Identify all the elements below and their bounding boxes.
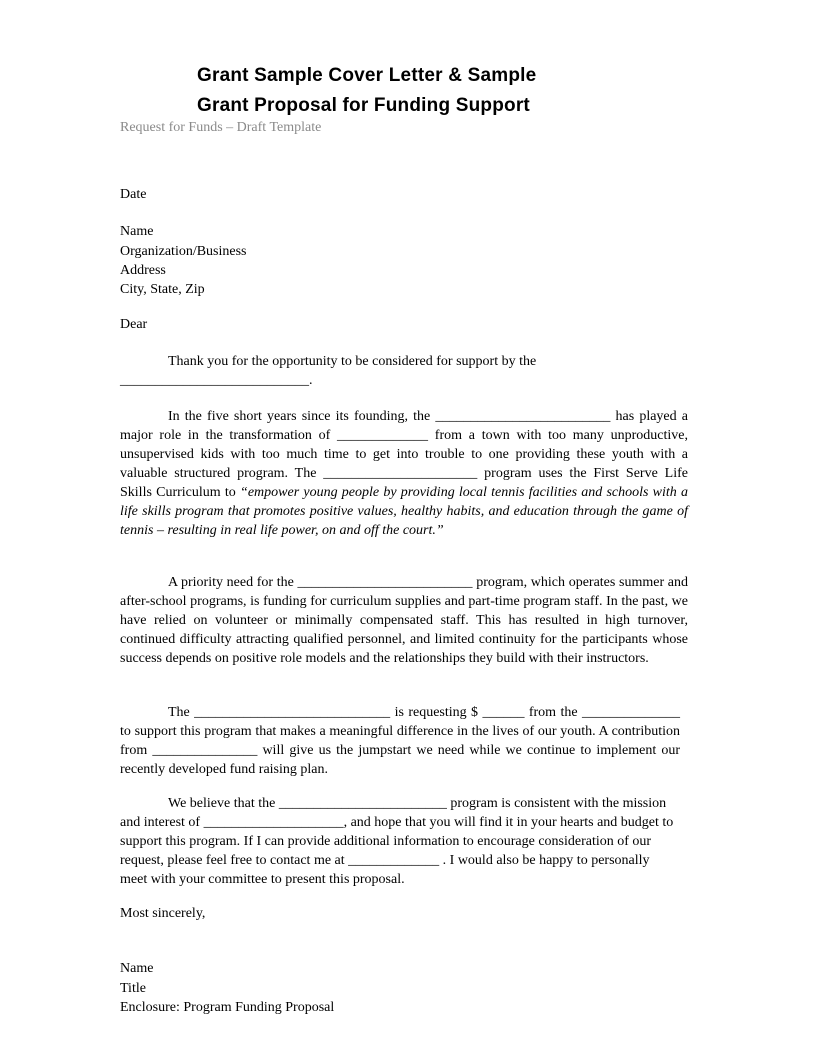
signature-title: Title bbox=[120, 981, 146, 996]
closing: Most sincerely, bbox=[120, 906, 206, 921]
document-title-line-2: Grant Proposal for Funding Support bbox=[197, 95, 530, 116]
recipient-address: Address bbox=[120, 263, 166, 278]
recipient-city-state-zip: City, State, Zip bbox=[120, 282, 205, 297]
enclosure-line: Enclosure: Program Funding Proposal bbox=[120, 1000, 335, 1015]
recipient-name: Name bbox=[120, 224, 154, 239]
paragraph-consistency: We believe that the ________________________ program is consistent with the mission and interest of ____________________, and hope that you will find it in your hearts and budget to support this program. If I can provide additional information to encourage consideration of our request, please feel free to contact me at _____________ . I would also be happy to personally meet with your committee to present this proposal. bbox=[120, 796, 674, 887]
recipient-organization: Organization/Business bbox=[120, 244, 247, 259]
paragraph-priority-need: A priority need for the _________________________ program, which operates summer and after-school programs, is funding for curriculum supplies and part-time program staff. In the past, we have relied on volunteer or minimally compensated staff. This has resulted in high turnover, continued difficulty attracting qualified personnel, and limited continuity for the participants whose success depends on positive role models and the relationships they build with their instructors. bbox=[120, 575, 688, 666]
paragraph-request: The ____________________________ is requesting $ ______ from the ______________ to support this program that makes a meaningful difference in the lives of our youth. A contribution from _______________ will give us the jumpstart we need while we continue to implement our recently developed fund raising plan. bbox=[120, 705, 680, 777]
paragraph-history bbox=[120, 407, 688, 540]
curriculum-quote: “empower young people by providing local tennis facilities and schools with a life skills program that promotes positive values, healthy habits, and education through the game of tennis – resulting in real life power, on and off the court.” bbox=[120, 485, 689, 538]
paragraph-history-text: In the five short years since its founding, the _________________________ has played a major role in the transformation of _____________ from a town with too many unproductive, unsupervised kids with too much time to get into trouble to one providing these youth with a valuable structured program. The ______________________ program uses the First Serve Life Skills Curriculum to bbox=[120, 409, 688, 500]
paragraph-thank-you: Thank you for the opportunity to be considered for support by the ___________________________. bbox=[120, 354, 537, 388]
salutation: Dear bbox=[120, 317, 148, 332]
signature-name: Name bbox=[120, 961, 154, 976]
document-title-line-1: Grant Sample Cover Letter & Sample bbox=[197, 65, 537, 86]
date-line: Date bbox=[120, 187, 147, 202]
document-subtitle: Request for Funds – Draft Template bbox=[120, 120, 322, 135]
